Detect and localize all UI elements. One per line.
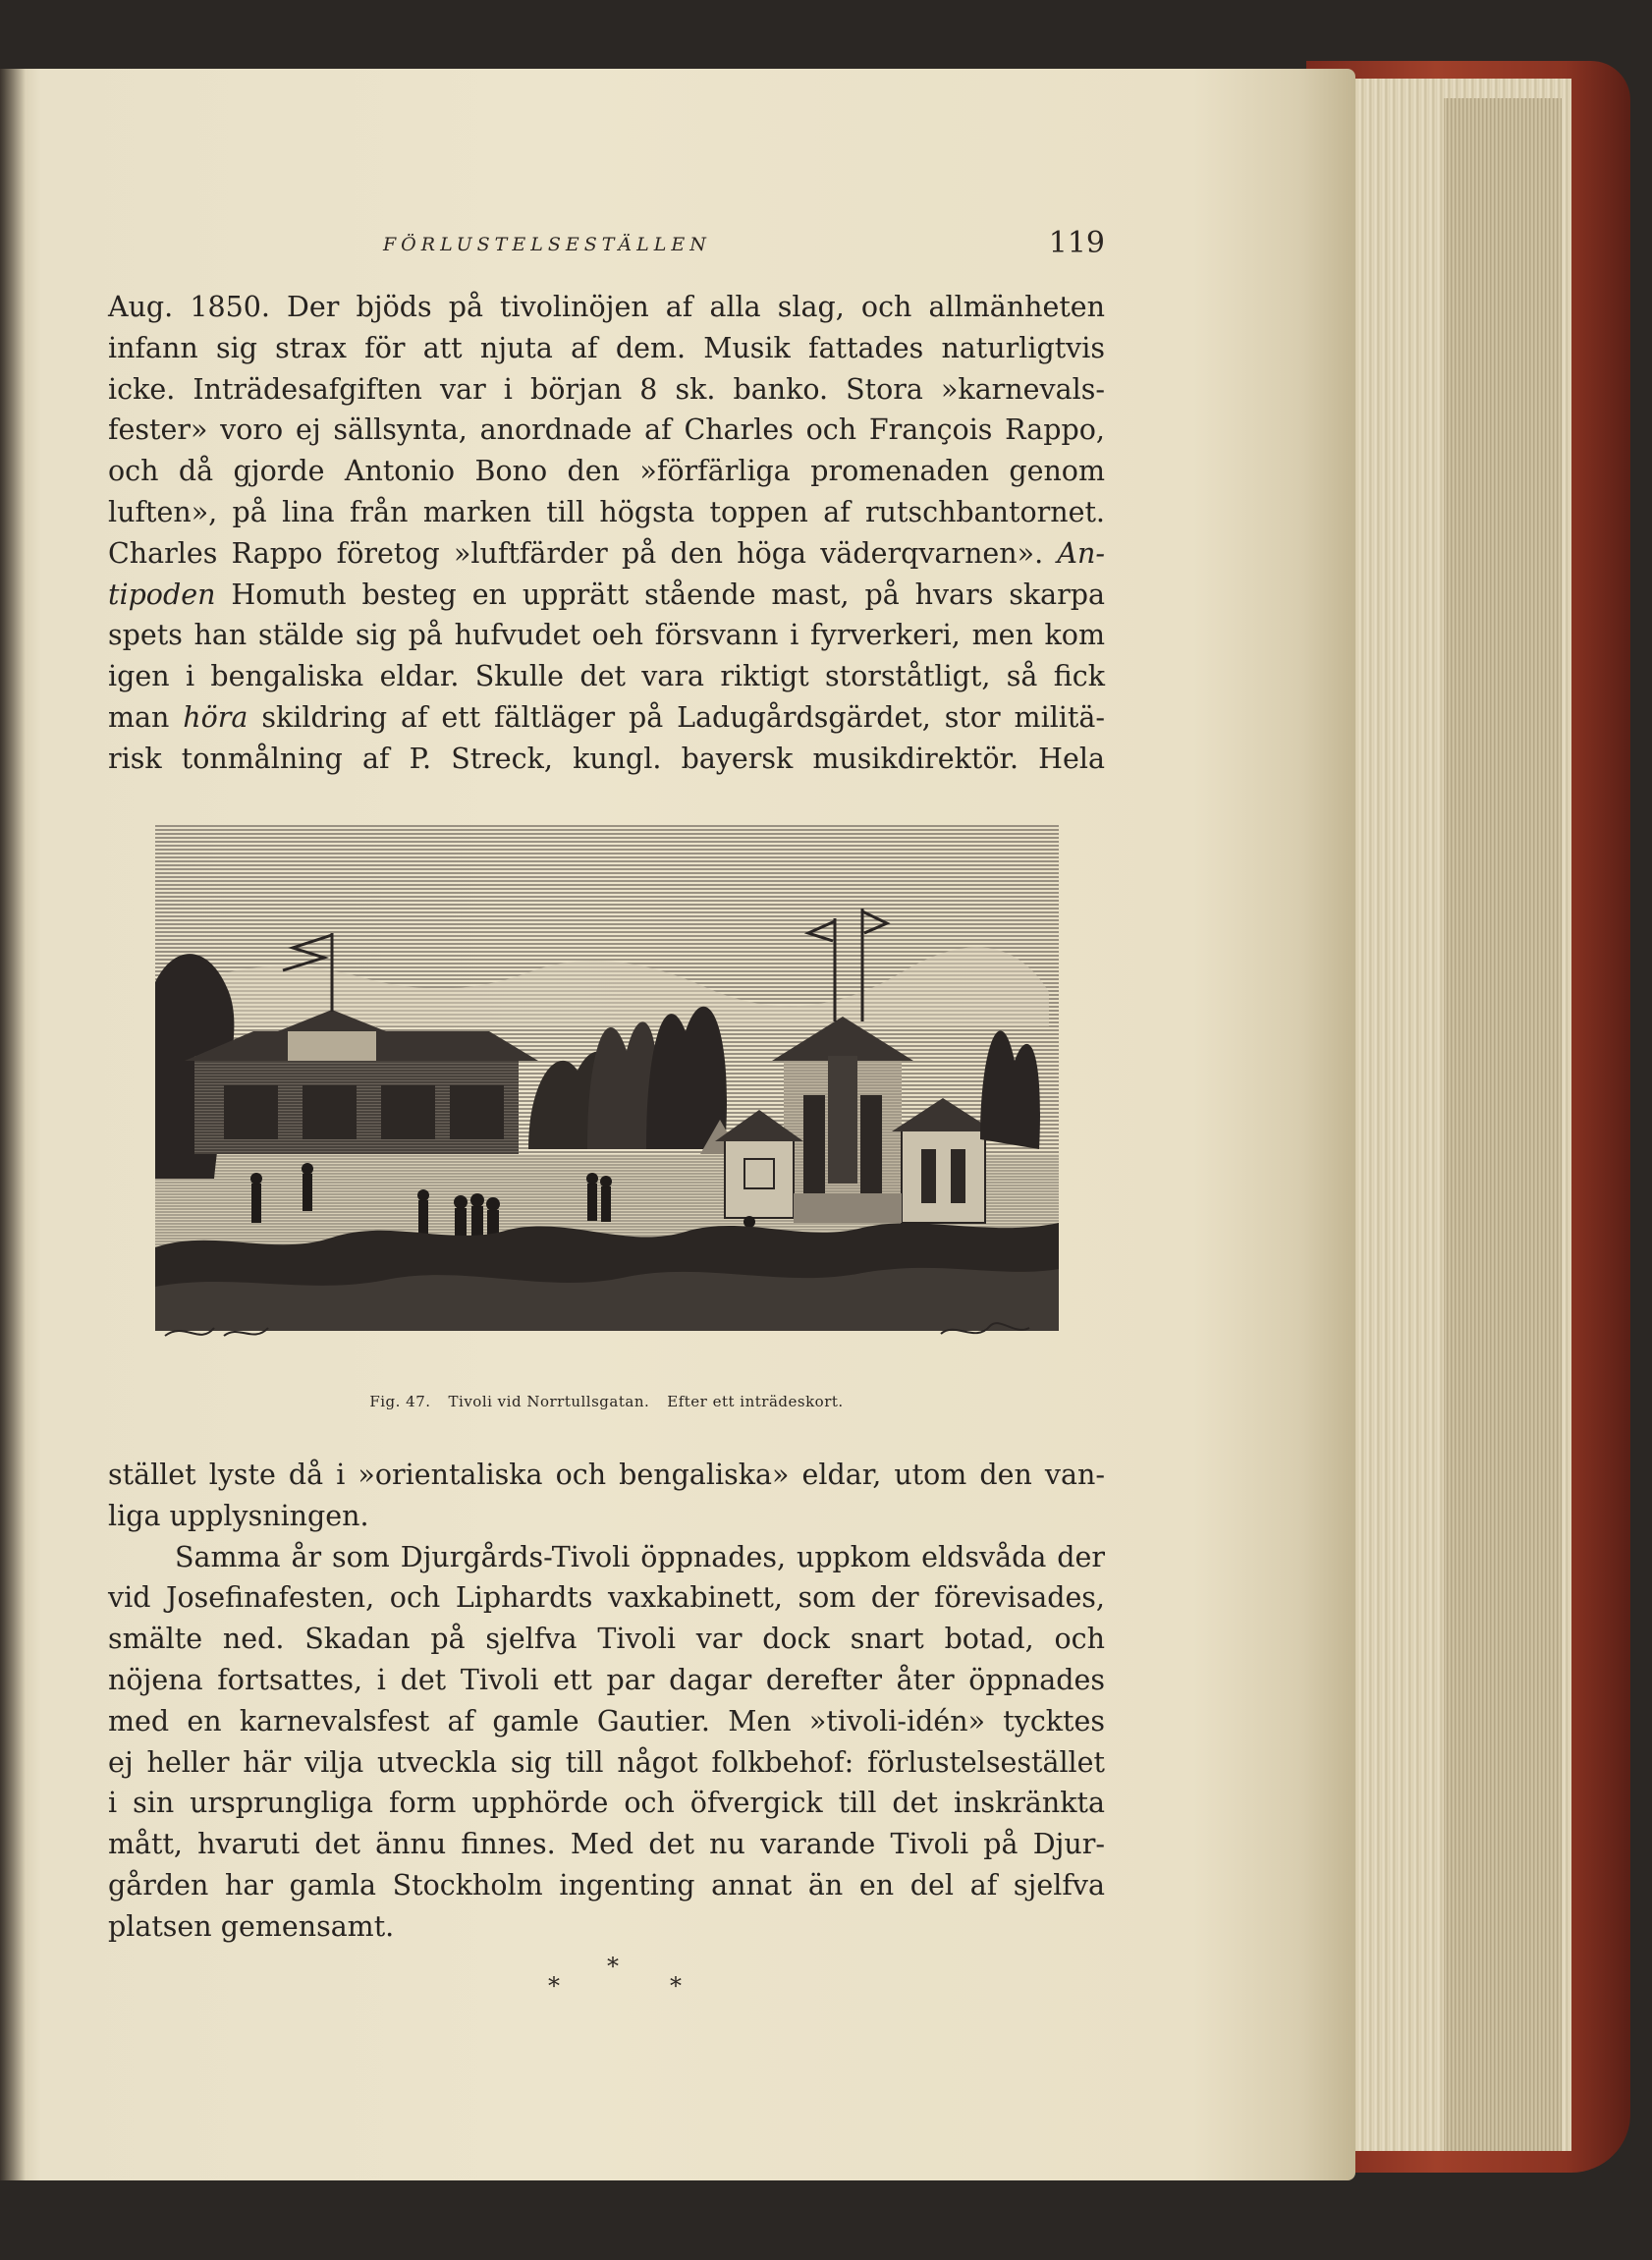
asterisk-left: * (548, 1972, 560, 2000)
italic-word: An- (1057, 536, 1105, 570)
figure-source: Efter ett inträdeskort. (667, 1393, 844, 1410)
text-line: gården har gamla Stockholm ingenting annat än en del af sjelfva (108, 1868, 1105, 1902)
page-block-shadow (1444, 98, 1562, 2151)
text-segment: Homuth besteg en upprätt stående mast, på hvars skarpa (231, 578, 1106, 611)
page-header (108, 226, 1105, 271)
figure-title: Tivoli vid Norrtullsgatan. (448, 1393, 650, 1410)
text-line: mått, hvaruti det ännu finnes. Med det nu varande Tivoli på Djur- (108, 1828, 1105, 1861)
text-line: liga upplysningen. (108, 1499, 369, 1532)
text-line: smälte ned. Skadan på sjelfva Tivoli var dock snart botad, och (108, 1623, 1105, 1656)
paragraph-2 (108, 1455, 1105, 1948)
text-line: i sin ursprungliga form upphörde och öfvergick till det inskränkta (108, 1787, 1105, 1820)
text-line (108, 575, 1105, 616)
text-line: luften», på lina från marken till högsta toppen af rutschbantornet. (108, 495, 1105, 528)
text-line (108, 697, 1105, 739)
italic-word: höra (183, 700, 248, 734)
page-number: 119 (1048, 226, 1105, 260)
text-line: Samma år som Djurgårds-Tivoli öppnades, uppkom eldsvåda der (175, 1540, 1105, 1573)
text-segment: skildring af ett fältläger på Ladugårdsgärdet, stor militä- (261, 700, 1105, 734)
text-line: nöjena fortsattes, i det Tivoli ett par dagar derefter åter öppnades (108, 1663, 1105, 1696)
text-line: stället lyste då i »orientaliska och bengaliska» eldar, utom den van- (108, 1459, 1105, 1491)
text-line: infann sig strax för att njuta af dem. Musik fattades naturligtvis (108, 331, 1105, 364)
text-line: ej heller här vilja utveckla sig till något folkbehof: förlustelsestället (108, 1745, 1105, 1779)
text-line: fester» voro ej sällsynta, anordnade af Charles och François Rappo, (108, 413, 1105, 447)
tivoli-engraving (155, 825, 1059, 1370)
text-line (108, 533, 1105, 575)
text-line: med en karnevalsfest af gamle Gautier. Men »tivoli-idén» tycktes (108, 1704, 1105, 1737)
paragraph-1 (108, 287, 1105, 780)
text-line: risk tonmålning af P. Streck, kungl. bayersk musikdirektör. Hela (108, 742, 1105, 775)
running-title: FÖRLUSTELSESTÄLLEN (383, 234, 711, 255)
figure-label: Fig. 47. (369, 1393, 431, 1410)
text-segment: Charles Rappo företog »luftfärder på den höga väderqvarnen». (108, 536, 1044, 570)
text-line: vid Josefinafesten, och Liphardts vaxkabinett, som der förevisades, (108, 1581, 1105, 1615)
gutter-shadow (0, 69, 26, 2180)
asterisk-right: * (670, 1972, 682, 2000)
italic-word: tipoden (108, 578, 216, 611)
section-break-asterisks (108, 1953, 1105, 2002)
text-line: igen i bengaliska eldar. Skulle det vara riktigt storståtligt, så fick (108, 660, 1105, 693)
text-line: platsen gemensamt. (108, 1909, 395, 1943)
text-line: och då gjorde Antonio Bono den »förfärliga promenaden genom (108, 455, 1105, 488)
text-line: Aug. 1850. Der bjöds på tivolinöjen af alla slag, och allmänheten (108, 291, 1105, 323)
text-line: icke. Inträdesafgiften var i början 8 sk. banko. Stora »karnevals- (108, 372, 1105, 406)
asterisk-top: * (607, 1953, 619, 1980)
text-line: spets han stälde sig på hufvudet oeh försvann i fyrverkeri, men kom (108, 619, 1105, 652)
figure-caption (108, 1393, 1105, 1410)
text-segment: man (108, 700, 170, 734)
